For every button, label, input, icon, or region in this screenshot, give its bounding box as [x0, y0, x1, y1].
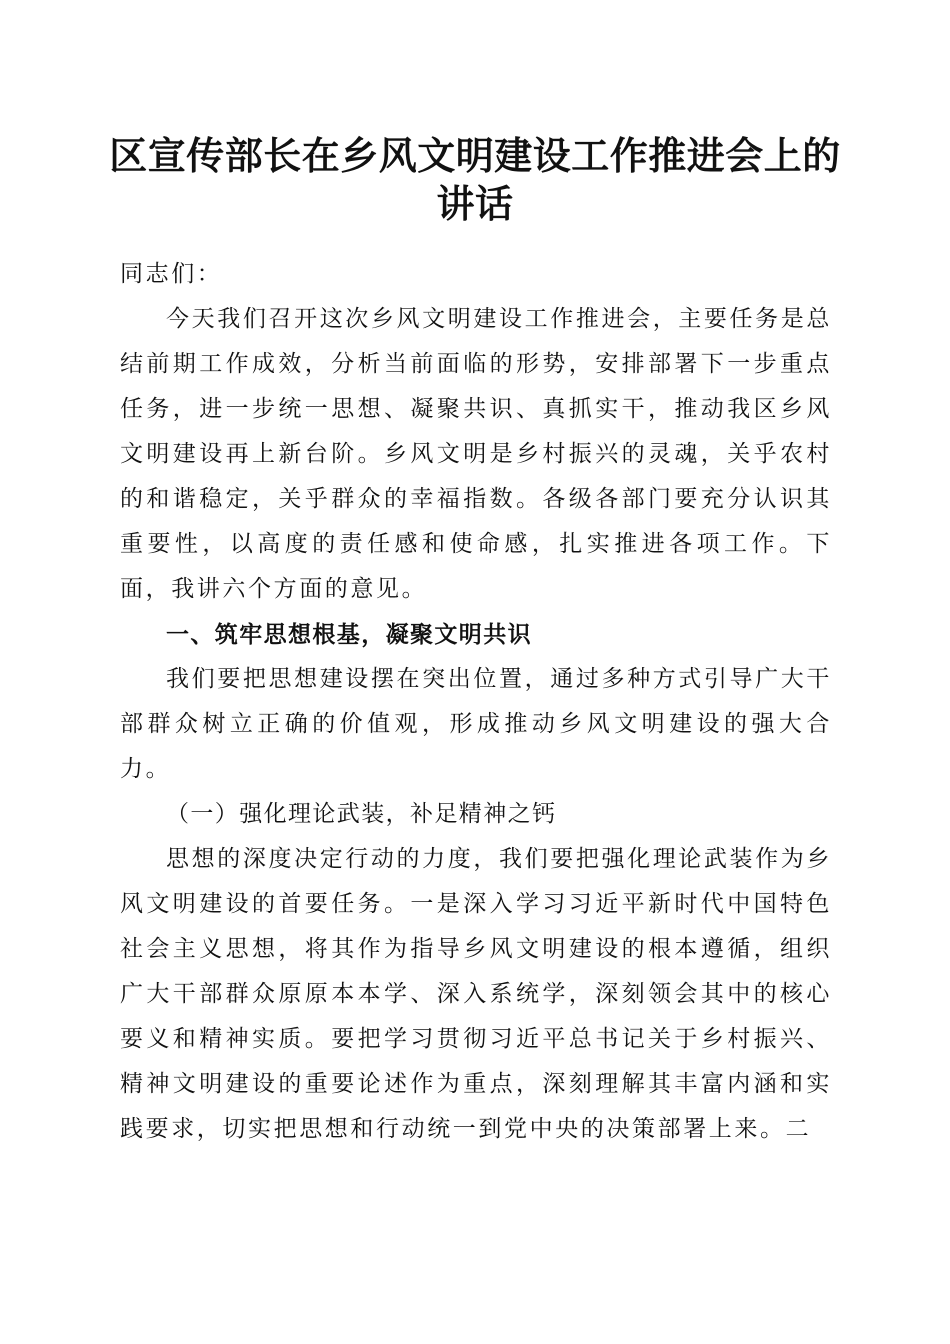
section-paragraph: 我们要把思想建设摆在突出位置，通过多种方式引导广大干部群众树立正确的价值观，形成推动乡风文明建设的强大合力。: [120, 666, 832, 782]
intro-paragraph: 今天我们召开这次乡风文明建设工作推进会，主要任务是总结前期工作成效，分析当前面临的形势，安排部署下一步重点任务，进一步统一思想、凝聚共识、真抓实干，推动我区乡风文明建设再上新台阶。乡风文明是乡村振兴的灵魂，关乎农村的和谐稳定，关乎群众的幸福指数。各级各部门要充分认识其重要性，以高度的责任感和使命感，扎实推进各项工作。下面，我讲六个方面的意见。: [120, 306, 832, 602]
subsection-paragraph: 思想的深度决定行动的力度，我们要把强化理论武装作为乡风文明建设的首要任务。一是深入学习习近平新时代中国特色社会主义思想，将其作为指导乡风文明建设的根本遵循，组织广大干部群众原原本本学、深入系统学，深刻领会其中的核心要义和精神实质。要把学习贯彻习近平总书记关于乡村振兴、精神文明建设的重要论述作为重点，深刻理解其丰富内涵和实践要求，切实把思想和行动统一到党中央的决策部署上来。二: [120, 846, 832, 1142]
document-body: [120, 252, 832, 1152]
salutation: 同志们：: [120, 261, 223, 287]
document-title: 区宣传部长在乡风文明建设工作推进会上的讲话: [109, 133, 841, 226]
section-heading: 一、筑牢思想根基，凝聚文明共识: [166, 621, 532, 648]
subsection-heading: （一）强化理论武装，补足精神之钙: [166, 801, 557, 827]
